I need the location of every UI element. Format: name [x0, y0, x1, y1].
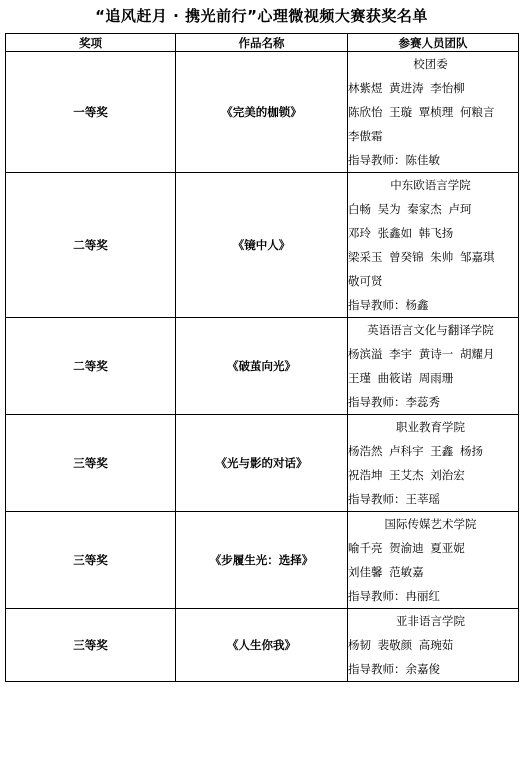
- column-header-work: 作品名称: [176, 34, 348, 52]
- team-members-line: 祝浩坤 王艾杰 刘治宏: [348, 468, 465, 482]
- award-cell: 三等奖: [6, 609, 176, 682]
- team-unit: 国际传媒艺术学院: [384, 517, 477, 531]
- table-row: [6, 512, 519, 609]
- work-title-cell: 《完美的枷锁》: [176, 52, 348, 173]
- award-cell: 三等奖: [6, 415, 176, 512]
- team-members-line: 敬可贤: [348, 274, 383, 288]
- team-members-line: 李傲霜: [348, 129, 383, 143]
- team-members-line: 白畅 吴为 秦家杰 卢珂: [348, 202, 472, 216]
- table-row: [6, 318, 519, 415]
- team-cell: [348, 52, 519, 173]
- work-title-cell: 《人生你我》: [176, 609, 348, 682]
- team-members-line: 杨韧 裴敬颜 高琬茹: [348, 638, 454, 652]
- team-members-line: 杨滨溢 李宇 黄诗一 胡耀月: [348, 347, 495, 361]
- team-cell: [348, 173, 519, 318]
- team-members-line: 喻千亮 贺渝迪 夏亚妮: [348, 541, 465, 555]
- advisor-teacher: 指导教师：陈佳敏: [348, 153, 440, 167]
- table-header-row: [6, 34, 519, 52]
- table-row: [6, 415, 519, 512]
- team-unit: 亚非语言学院: [396, 614, 465, 628]
- work-title-cell: 《光与影的对话》: [176, 415, 348, 512]
- team-unit: 职业教育学院: [396, 420, 465, 434]
- team-members-line: 王瑾 曲筱诺 周雨珊: [348, 371, 454, 385]
- table-row: [6, 609, 519, 682]
- advisor-teacher: 指导教师：李蕊秀: [348, 395, 440, 409]
- advisor-teacher: 指导教师：冉丽红: [348, 589, 440, 603]
- team-cell: [348, 415, 519, 512]
- team-unit: 中东欧语言学院: [390, 178, 471, 192]
- team-members-line: 梁采玉 曾癸锦 朱帅 邹嘉琪: [348, 250, 495, 264]
- team-members-line: 林紫煜 黄进涛 李怡柳: [348, 81, 465, 95]
- table-row: [6, 52, 519, 173]
- column-header-team: 参赛人员团队: [348, 34, 519, 52]
- work-title-cell: 《步履生光：选择》: [176, 512, 348, 609]
- team-cell: [348, 512, 519, 609]
- advisor-teacher: 指导教师：王莘瑶: [348, 492, 440, 506]
- award-cell: 二等奖: [6, 318, 176, 415]
- work-title-cell: 《镜中人》: [176, 173, 348, 318]
- team-cell: [348, 318, 519, 415]
- column-header-award: 奖项: [6, 34, 176, 52]
- award-cell: 三等奖: [6, 512, 176, 609]
- advisor-teacher: 指导教师：杨鑫: [348, 298, 429, 312]
- award-cell: 一等奖: [6, 52, 176, 173]
- awards-table: [5, 33, 519, 682]
- team-cell: [348, 609, 519, 682]
- advisor-teacher: 指导教师：余嘉俊: [348, 662, 440, 676]
- document-title: “追风赶月 · 携光前行”心理微视频大赛获奖名单: [95, 7, 428, 25]
- team-members-line: 杨浩然 卢科宇 王鑫 杨扬: [348, 444, 483, 458]
- team-unit: 英语语言文化与翻译学院: [367, 323, 494, 337]
- team-unit: 校团委: [413, 57, 448, 71]
- table-row: [6, 173, 519, 318]
- award-cell: 二等奖: [6, 173, 176, 318]
- work-title-cell: 《破茧向光》: [176, 318, 348, 415]
- team-members-line: 刘佳馨 范敏嘉: [348, 565, 424, 579]
- team-members-line: 陈欣怡 王璇 覃桢理 何粮言: [348, 105, 495, 119]
- team-members-line: 邓玲 张鑫如 韩飞扬: [348, 226, 454, 240]
